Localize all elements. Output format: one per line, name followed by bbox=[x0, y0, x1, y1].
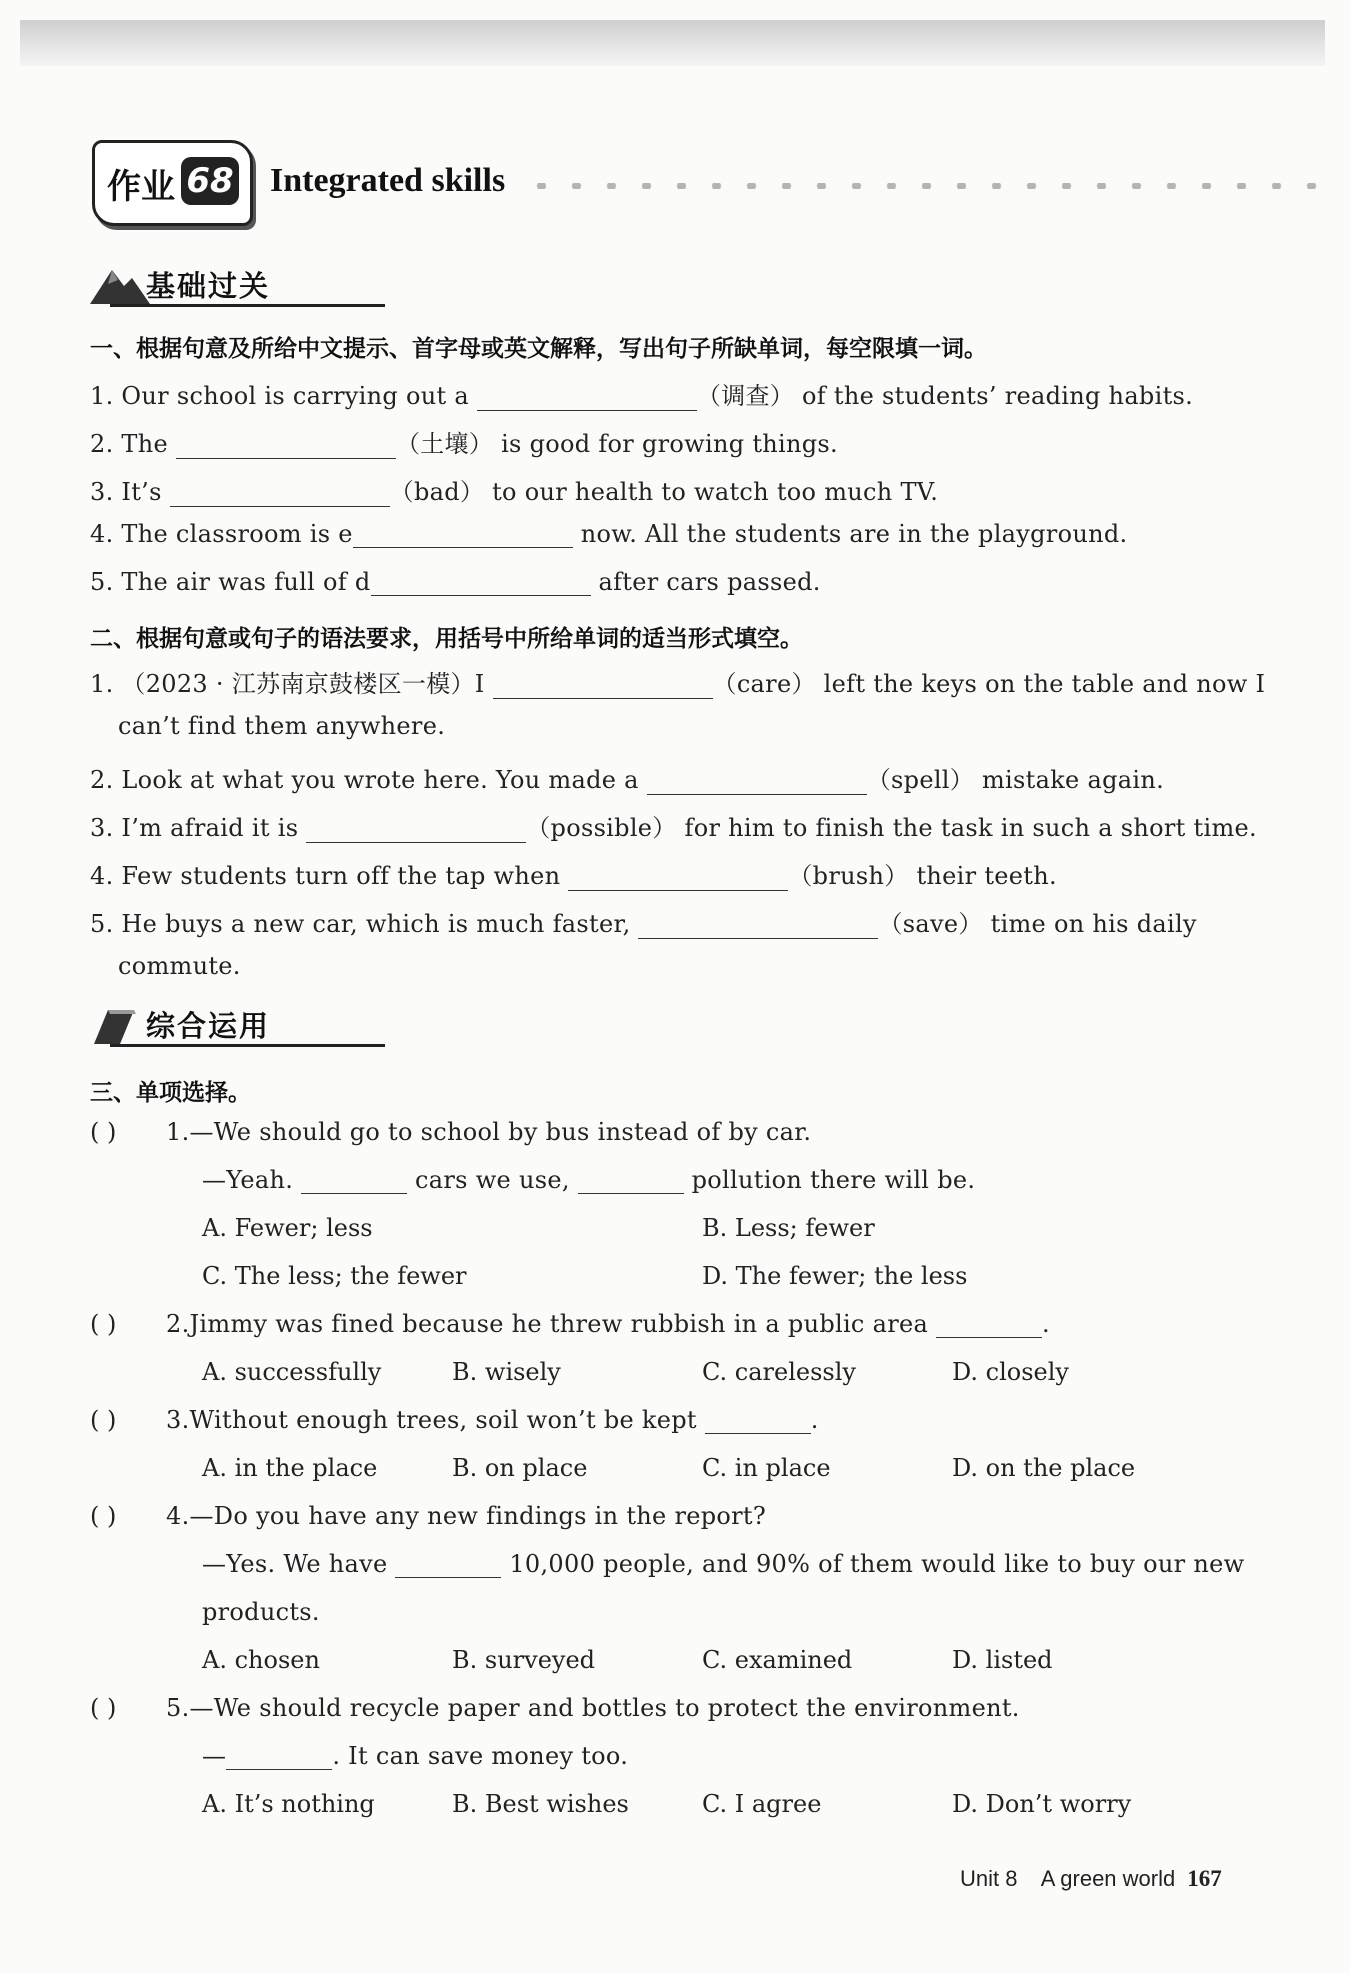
option-b[interactable]: B. Best wishes bbox=[452, 1790, 629, 1818]
option-b[interactable]: B. on place bbox=[452, 1454, 588, 1482]
question-2-3: 3. I’m afraid it is （possible） for him to finish the task in such a short time. bbox=[90, 814, 1257, 842]
answer-blank[interactable] bbox=[226, 1743, 332, 1770]
option-d[interactable]: D. Don’t worry bbox=[952, 1790, 1132, 1818]
answer-blank[interactable] bbox=[170, 480, 390, 507]
mc-question-4: 4.—Do you have any new findings in the report? bbox=[166, 1502, 767, 1530]
answer-blank[interactable] bbox=[936, 1311, 1042, 1338]
answer-blank[interactable] bbox=[301, 1167, 407, 1194]
option-c[interactable]: C. I agree bbox=[702, 1790, 822, 1818]
option-d[interactable]: D. The fewer; the less bbox=[702, 1262, 968, 1290]
option-d[interactable]: D. on the place bbox=[952, 1454, 1136, 1482]
homework-badge bbox=[92, 140, 253, 226]
option-c[interactable]: C. carelessly bbox=[702, 1358, 856, 1386]
answer-blank[interactable] bbox=[493, 672, 713, 699]
answer-blank[interactable] bbox=[371, 569, 591, 596]
option-a[interactable]: A. successfully bbox=[202, 1358, 382, 1386]
top-shadow-band bbox=[20, 20, 1325, 66]
option-a[interactable]: A. in the place bbox=[202, 1454, 378, 1482]
section-title: 基础过关 bbox=[146, 269, 271, 303]
answer-paren[interactable]: ( ) bbox=[90, 1694, 117, 1722]
answer-blank[interactable] bbox=[578, 1167, 684, 1194]
page-title: Integrated skills bbox=[270, 162, 506, 199]
book-icon bbox=[90, 1004, 150, 1048]
answer-blank[interactable] bbox=[353, 521, 573, 548]
option-a[interactable]: A. chosen bbox=[202, 1646, 320, 1674]
question-1-2: 2. The （土壤） is good for growing things. bbox=[90, 430, 838, 458]
badge-number: 68 bbox=[181, 157, 239, 205]
answer-blank[interactable] bbox=[306, 816, 526, 843]
mc-question-1-line2: —Yeah. cars we use, pollution there will be. bbox=[202, 1166, 976, 1194]
page-number: 167 bbox=[1187, 1866, 1222, 1891]
answer-paren[interactable]: ( ) bbox=[90, 1502, 117, 1530]
answer-blank[interactable] bbox=[568, 864, 788, 891]
question-1-3: 3. It’s （bad） to our health to watch too much TV. bbox=[90, 478, 939, 506]
dotted-rule bbox=[524, 183, 1324, 189]
instruction-part1: 一、根据句意及所给中文提示、首字母或英文解释，写出句子所缺单词，每空限填一词。 bbox=[90, 336, 987, 362]
answer-paren[interactable]: ( ) bbox=[90, 1310, 117, 1338]
option-d[interactable]: D. listed bbox=[952, 1646, 1053, 1674]
badge-text: 作业 bbox=[107, 167, 175, 207]
question-2-5-cont: commute. bbox=[118, 952, 241, 980]
option-b[interactable]: B. wisely bbox=[452, 1358, 561, 1386]
option-b[interactable]: B. surveyed bbox=[452, 1646, 596, 1674]
option-b[interactable]: B. Less; fewer bbox=[702, 1214, 875, 1242]
mc-question-5-line2: — . It can save money too. bbox=[202, 1742, 629, 1770]
section-heading-basic bbox=[90, 264, 300, 306]
mc-question-1: 1.—We should go to school by bus instead of by car. bbox=[166, 1118, 812, 1146]
mountain-icon bbox=[90, 264, 150, 308]
answer-blank[interactable] bbox=[638, 912, 878, 939]
question-1-1: 1. Our school is carrying out a （调查） of the students’ reading habits. bbox=[90, 382, 1194, 410]
question-2-4: 4. Few students turn off the tap when （brush） their teeth. bbox=[90, 862, 1057, 890]
answer-blank[interactable] bbox=[395, 1551, 501, 1578]
section-heading-comprehensive bbox=[90, 1004, 300, 1046]
answer-blank[interactable] bbox=[705, 1407, 811, 1434]
option-c[interactable]: C. in place bbox=[702, 1454, 831, 1482]
instruction-part2: 二、根据句意或句子的语法要求，用括号中所给单词的适当形式填空。 bbox=[90, 626, 803, 652]
question-1-4: 4. The classroom is e now. All the students are in the playground. bbox=[90, 520, 1128, 548]
mc-question-5: 5.—We should recycle paper and bottles to protect the environment. bbox=[166, 1694, 1020, 1722]
page-header bbox=[92, 140, 1332, 226]
option-c[interactable]: C. The less; the fewer bbox=[202, 1262, 467, 1290]
mc-question-4-line3: products. bbox=[202, 1598, 320, 1626]
option-a[interactable]: A. Fewer; less bbox=[202, 1214, 373, 1242]
question-2-2: 2. Look at what you wrote here. You made a （spell） mistake again. bbox=[90, 766, 1165, 794]
answer-blank[interactable] bbox=[477, 384, 697, 411]
answer-blank[interactable] bbox=[176, 432, 396, 459]
mc-question-4-line2: —Yes. We have 10,000 people, and 90% of them would like to buy our new bbox=[202, 1550, 1245, 1578]
question-1-5: 5. The air was full of d after cars passed. bbox=[90, 568, 821, 596]
page-footer bbox=[960, 1866, 1222, 1892]
question-2-1-cont: can’t find them anywhere. bbox=[118, 712, 446, 740]
unit-label: Unit 8 A green world bbox=[960, 1866, 1176, 1891]
option-c[interactable]: C. examined bbox=[702, 1646, 853, 1674]
option-a[interactable]: A. It’s nothing bbox=[202, 1790, 375, 1818]
mc-question-2: 2.Jimmy was fined because he threw rubbish in a public area . bbox=[166, 1310, 1050, 1338]
answer-paren[interactable]: ( ) bbox=[90, 1406, 117, 1434]
instruction-part3: 三、单项选择。 bbox=[90, 1080, 251, 1106]
answer-paren[interactable]: ( ) bbox=[90, 1118, 117, 1146]
question-2-5: 5. He buys a new car, which is much faster, （save） time on his daily bbox=[90, 910, 1197, 938]
mc-question-3: 3.Without enough trees, soil won’t be kept . bbox=[166, 1406, 819, 1434]
answer-blank[interactable] bbox=[647, 768, 867, 795]
option-d[interactable]: D. closely bbox=[952, 1358, 1069, 1386]
section-title: 综合运用 bbox=[146, 1009, 271, 1043]
question-2-1: 1. （2023 · 江苏南京鼓楼区一模）I （care） left the keys on the table and now I bbox=[90, 670, 1266, 698]
